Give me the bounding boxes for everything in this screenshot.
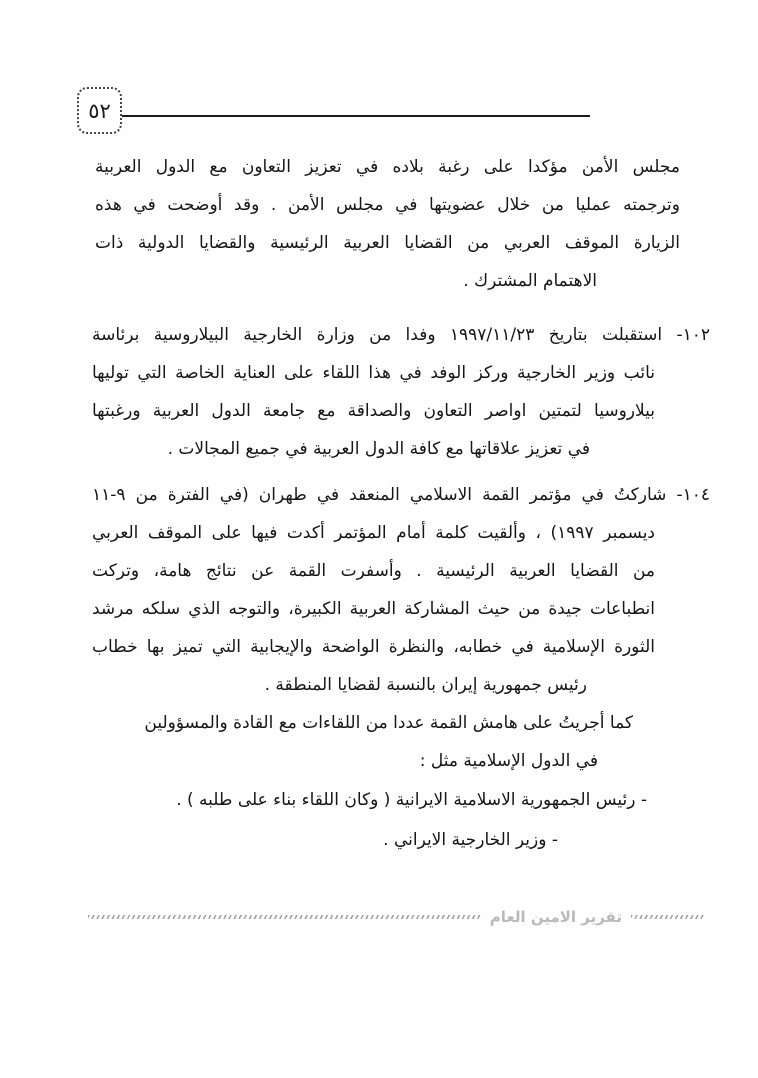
text-line: الزيارة الموقف العربي من القضايا العربية الرئيسية والقضايا الدولية ذات bbox=[95, 233, 680, 253]
text-line: ١٠٢- استقبلت بتاريخ ١٩٩٧/١١/٢٣ وفدا من وزارة الخارجية البيلاروسية برئاسة bbox=[92, 325, 710, 345]
text-line: ١٠٤- شاركتُ في مؤتمر القمة الاسلامي المنعقد في طهران (في الفترة من ٩-١١ bbox=[92, 485, 710, 505]
text-line: في الدول الإسلامية مثل : bbox=[419, 751, 598, 771]
item-104 bbox=[0, 476, 758, 704]
text-line: الاهتمام المشترك . bbox=[463, 271, 597, 291]
footer-stamp-text: تقرير الامين العام bbox=[489, 908, 622, 926]
item-102 bbox=[0, 316, 758, 468]
text-line: مجلس الأمن مؤكدا على رغبة بلاده في تعزيز التعاون مع الدول العربية bbox=[95, 157, 680, 177]
text-line: كما أجريتُ على هامش القمة عددا من اللقاءات مع القادة والمسؤولين bbox=[144, 713, 633, 733]
footer-wavy-rule-left bbox=[88, 915, 481, 919]
text-line: وترجمته عمليا من خلال عضويتها في مجلس الأمن . وقد أوضحت في هذه bbox=[95, 195, 680, 215]
text-line: ديسمبر ١٩٩٧) ، وألقيت كلمة أمام المؤتمر أكدت فيها على الموقف العربي bbox=[92, 523, 656, 543]
page-number-box bbox=[77, 87, 122, 134]
text-line: رئيس جمهورية إيران بالنسبة لقضايا المنطقة . bbox=[264, 675, 587, 695]
text-line: نائب وزير الخارجية وركز الوفد في هذا اللقاء على العناية الخاصة التي توليها bbox=[92, 363, 655, 383]
bullet-list bbox=[0, 780, 758, 860]
list-item: - وزير الخارجية الايراني . bbox=[383, 830, 558, 850]
text-line: انطباعات جيدة من حيث المشاركة العربية الكبيرة، والتوجه الذي سلكه مرشد bbox=[92, 599, 655, 619]
text-line: في تعزيز علاقاتها مع كافة الدول العربية في جميع المجالات . bbox=[167, 439, 590, 459]
page-number: ٥٢ bbox=[88, 98, 111, 123]
paragraph-continuation bbox=[0, 148, 758, 300]
paragraph-summit-meetings bbox=[0, 704, 758, 780]
document-body bbox=[0, 148, 758, 860]
page-footer bbox=[88, 908, 705, 926]
footer-wavy-rule-right bbox=[631, 915, 705, 919]
text-line: الثورة الإسلامية في خطابه، والنظرة الواضحة والإيجابية التي تميز بها خطاب bbox=[92, 637, 655, 657]
list-item: - رئيس الجمهورية الاسلامية الايرانية ( وكان اللقاء بناء على طلبه ) . bbox=[176, 790, 647, 810]
text-line: بيلاروسيا لتمتين اواصر التعاون والصداقة مع جامعة الدول العربية ورغبتها bbox=[92, 401, 655, 421]
header-rule bbox=[122, 115, 590, 117]
text-line: من القضايا العربية الرئيسية . وأسفرت القمة عن نتائج هامة، وتركت bbox=[92, 561, 655, 581]
